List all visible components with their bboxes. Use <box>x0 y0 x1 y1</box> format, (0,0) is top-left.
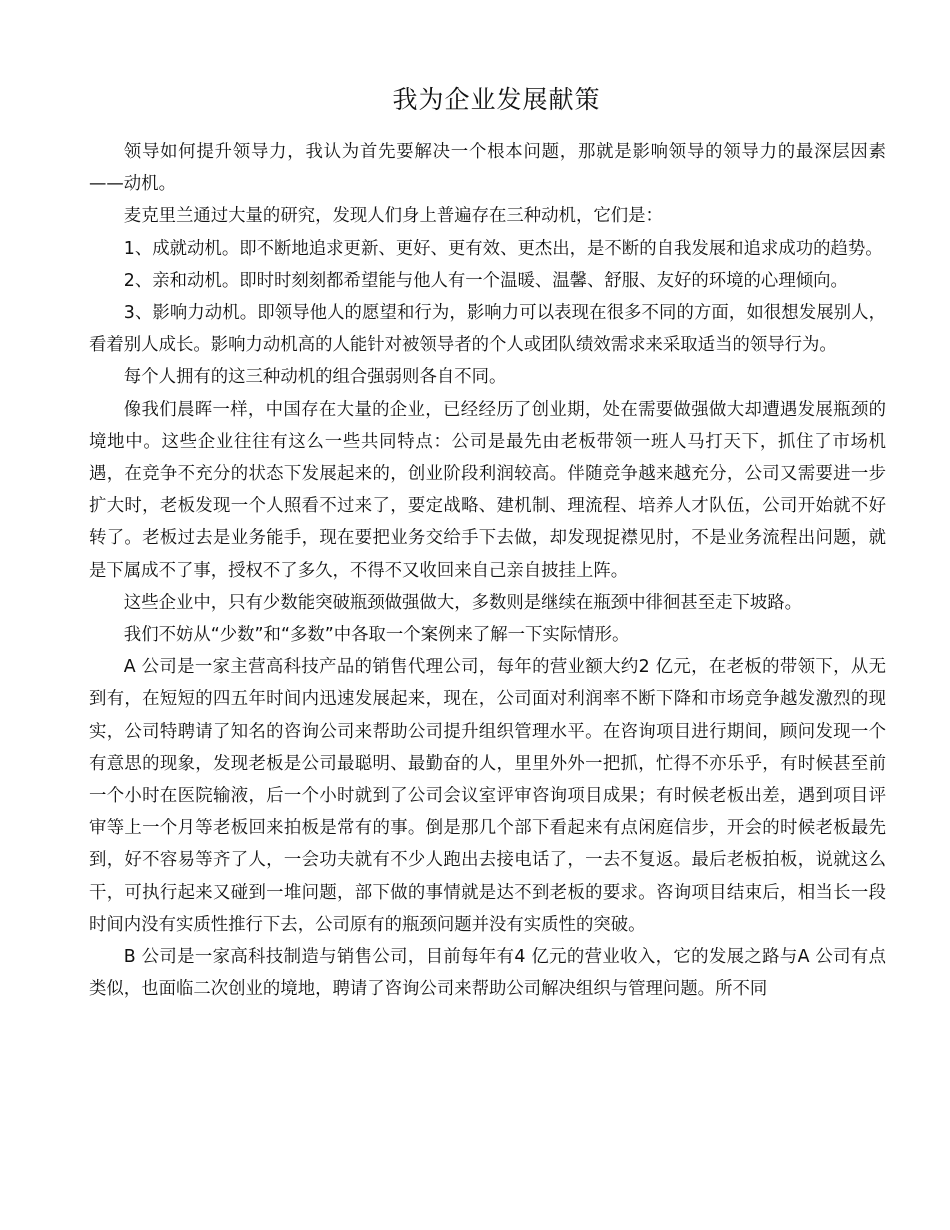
paragraph: A 公司是一家主营高科技产品的销售代理公司，每年的营业额大约2 亿元，在老板的带领下，从无到有，在短短的四五年时间内迅速发展起来，现在，公司面对利润率不断下降和市场竞争越发激烈的现实，公司特聘请了知名的咨询公司来帮助公司提升组织管理水平。在咨询项目进行期间，顾问发现一个有意思的现象，发现老板是公司最聪明、最勤奋的人，里里外外一把抓，忙得不亦乐乎，有时候甚至前一个小时在医院输液，后一个小时就到了公司会议室评审咨询项目成果；有时候老板出差，遇到项目评审等上一个月等老板回来拍板是常有的事。倒是那几个部下看起来有点闲庭信步，开会的时候老板最先到，好不容易等齐了人，一会功夫就有不少人跑出去接电话了，一去不复返。最后老板拍板，说就这么干，可执行起来又碰到一堆问题，部下做的事情就是达不到老板的要求。咨询项目结束后，相当长一段时间内没有实质性推行下去，公司原有的瓶颈问题并没有实质性的突破。 <box>89 657 886 935</box>
paragraph: 这些企业中，只有少数能突破瓶颈做强做大，多数则是继续在瓶颈中徘徊甚至走下坡路。 <box>123 592 803 613</box>
document-body <box>89 136 886 1005</box>
paragraph: 像我们晨晖一样，中国存在大量的企业，已经经历了创业期，处在需要做强做大却遭遇发展瓶颈的境地中。这些企业往往有这么一些共同特点：公司是最先由老板带领一班人马打天下，抓住了市场机遇，在竞争不充分的状态下发展起来的，创业阶段利润较高。伴随竞争越来越充分，公司又需要进一步扩大时，老板发现一个人照看不过来了，要定战略、建机制、理流程、培养人才队伍，公司开始就不好转了。老板过去是业务能手，现在要把业务交给手下去做，却发现捉襟见肘，不是业务流程出问题，就是下属成不了事，授权不了多久，不得不又收回来自己亲自披挂上阵。 <box>89 399 886 581</box>
paragraph: 1、成就动机。即不断地追求更新、更好、更有效、更杰出，是不断的自我发展和追求成功的趋势。 <box>123 238 883 259</box>
paragraph: 每个人拥有的这三种动机的组合强弱则各自不同。 <box>123 367 507 388</box>
paragraph: 我们不妨从“少数”和“多数”中各取一个案例来了解一下实际情形。 <box>123 625 630 646</box>
paragraph: 领导如何提升领导力，我认为首先要解决一个根本问题，那就是影响领导的领导力的最深层因素——动机。 <box>89 142 886 195</box>
paragraph: 2、亲和动机。即时时刻刻都希望能与他人有一个温暖、温馨、舒服、友好的环境的心理倾向。 <box>123 270 848 291</box>
paragraph: B 公司是一家高科技制造与销售公司，目前每年有4 亿元的营业收入，它的发展之路与A 公司有点类似，也面临二次创业的境地，聘请了咨询公司来帮助公司解决组织与管理问题。所不同 <box>89 947 886 1000</box>
document-title: 我为企业发展献策 <box>392 85 601 114</box>
paragraph: 3、影响力动机。即领导他人的愿望和行为，影响力可以表现在很多不同的方面，如很想发展别人，看着别人成长。影响力动机高的人能针对被领导者的个人或团队绩效需求来采取适当的领导行为。 <box>89 303 886 356</box>
paragraph: 麦克里兰通过大量的研究，发现人们身上普遍存在三种动机，它们是： <box>123 206 663 227</box>
